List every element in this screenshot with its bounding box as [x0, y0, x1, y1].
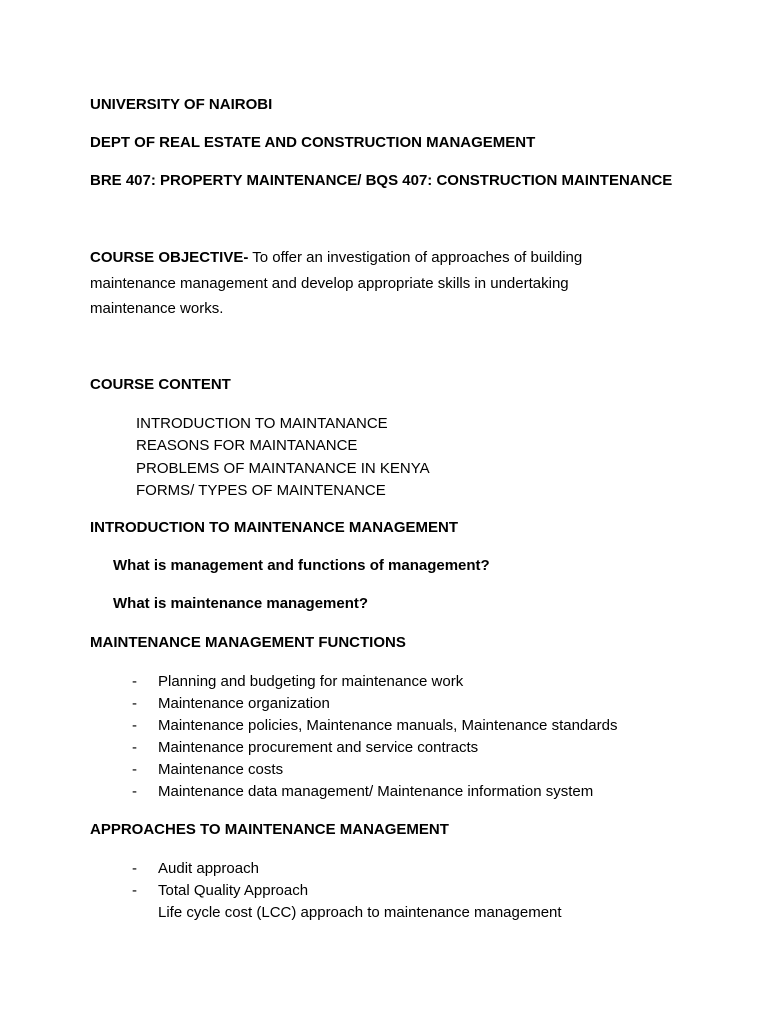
list-item-text: Maintenance procurement and service contracts: [158, 739, 479, 756]
department-title: DEPT OF REAL ESTATE AND CONSTRUCTION MANAGEMENT: [90, 134, 536, 151]
maintenance-management-question: What is maintenance management?: [113, 595, 369, 612]
list-item-text: Total Quality Approach: [158, 882, 309, 899]
course-objective-text: To offer an investigation of approaches of building maintenance management and develop appropriate skills in undertaking maintenance works.: [90, 249, 583, 317]
list-item-text: Audit approach: [158, 860, 259, 877]
course-topic: INTRODUCTION TO MAINTANANCE: [136, 415, 388, 432]
bullet-dash: -: [132, 695, 137, 712]
bullet-dash: -: [132, 761, 137, 778]
bullet-dash: -: [132, 717, 137, 734]
bullet-dash: -: [132, 783, 137, 800]
approaches-heading: APPROACHES TO MAINTENANCE MANAGEMENT: [90, 821, 449, 838]
list-item-text: Life cycle cost (LCC) approach to maintenance management: [158, 904, 562, 921]
list-item-text: Planning and budgeting for maintenance work: [158, 673, 464, 690]
course-topics-list: [136, 415, 430, 504]
course-topic: PROBLEMS OF MAINTANANCE IN KENYA: [136, 459, 430, 477]
list-item-text: Maintenance organization: [158, 695, 330, 712]
course-objective-label: COURSE OBJECTIVE-: [90, 249, 249, 266]
intro-maintenance-heading: INTRODUCTION TO MAINTENANCE MANAGEMENT: [90, 519, 459, 536]
bullet-dash: -: [132, 860, 137, 877]
bullet-dash: -: [132, 673, 137, 690]
management-question: What is management and functions of management?: [113, 557, 490, 574]
list-item-text: Maintenance policies, Maintenance manuals, Maintenance standards: [158, 717, 618, 734]
course-code-title: BRE 407: PROPERTY MAINTENANCE/ BQS 407: CONSTRUCTION MAINTENANCE: [90, 172, 673, 189]
university-title: UNIVERSITY OF NAIROBI: [90, 96, 273, 113]
course-content-heading: COURSE CONTENT: [90, 376, 231, 393]
bullet-dash: -: [132, 739, 137, 756]
course-objective-paragraph: [90, 245, 650, 322]
list-item-text: Maintenance costs: [158, 761, 284, 778]
list-item-text: Maintenance data management/ Maintenance information system: [158, 783, 594, 800]
course-topic: FORMS/ TYPES OF MAINTENANCE: [136, 481, 386, 499]
bullet-dash: -: [132, 882, 137, 899]
functions-heading: MAINTENANCE MANAGEMENT FUNCTIONS: [90, 634, 406, 651]
course-topic: REASONS FOR MAINTANANCE: [136, 437, 358, 455]
